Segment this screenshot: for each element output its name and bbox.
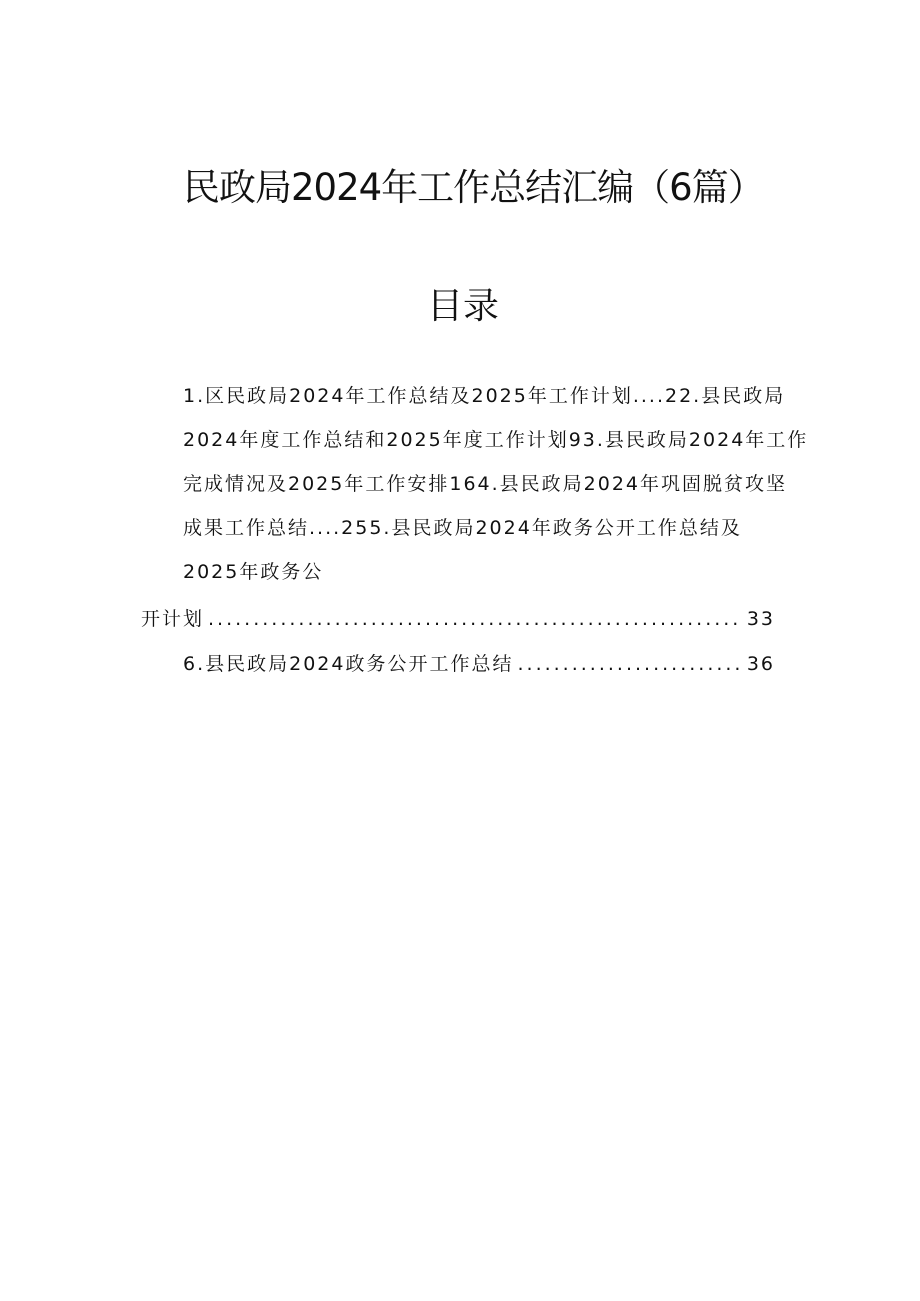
toc-line: 成果工作总结....255.县民政局2024年政务公开工作总结及 [183, 517, 742, 539]
toc-heading: 目录 [426, 286, 499, 327]
toc-line: 1.区民政局2024年工作总结及2025年工作计划....22.县民政局 [183, 385, 786, 407]
toc-entry[interactable] [183, 651, 775, 677]
toc-line: 完成情况及2025年工作安排164.县民政局2024年巩固脱贫攻坚 [183, 473, 788, 495]
toc-entry-page: 33 [746, 608, 775, 630]
toc-entry-label: 6.县民政局2024政务公开工作总结 [183, 653, 514, 675]
toc-run-on-block [183, 374, 809, 594]
toc-line: 2024年度工作总结和2025年度工作计划93.县民政局2024年工作 [183, 429, 809, 451]
toc-entry-page: 36 [746, 653, 775, 675]
document-title: 民政局2024年工作总结汇编（6篇） [183, 166, 764, 209]
toc-line: 2025年政务公 [183, 561, 324, 583]
dot-leader [517, 651, 742, 677]
toc-entry[interactable] [141, 606, 775, 632]
toc-entry-label: 开计划 [141, 608, 205, 630]
dot-leader [208, 606, 743, 632]
